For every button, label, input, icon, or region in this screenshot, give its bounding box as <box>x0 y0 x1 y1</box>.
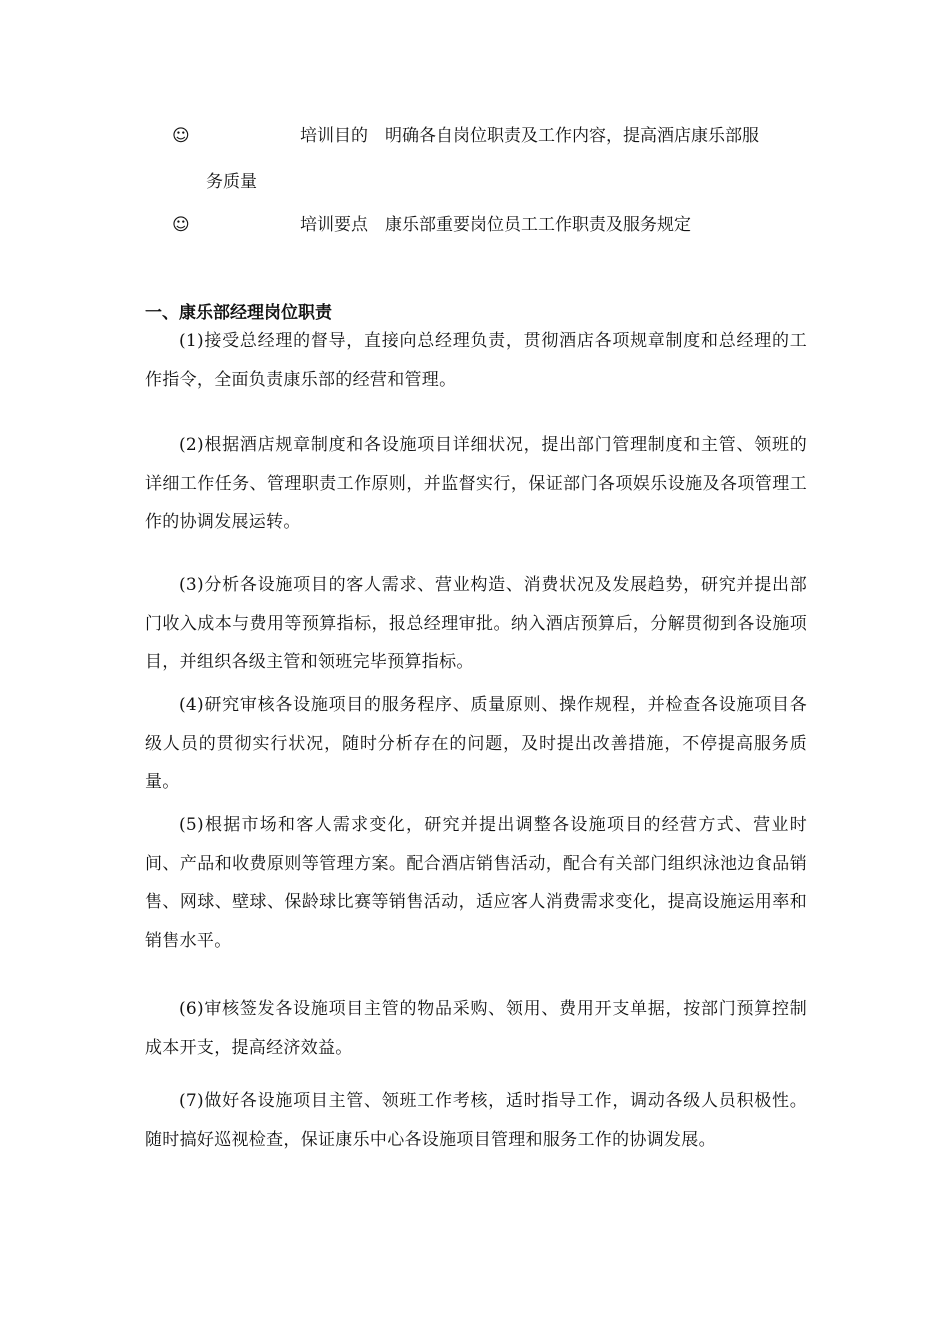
paragraph-duty-7: (7)做好各设施项目主管、领班工作考核，适时指导工作，调动各级人员积极性。随时搞好巡视检查，保证康乐中心各设施项目管理和服务工作的协调发展。 <box>145 1091 807 1150</box>
paragraph-duty-4: (4)研究审核各设施项目的服务程序、质量原则、操作规程，并检查各设施项目各级人员的贯彻实行状况，随时分析存在的问题，及时提出改善措施，不停提高服务质量。 <box>145 695 807 792</box>
bullet-text: 康乐部重要岗位员工工作职责及服务规定 <box>385 215 691 235</box>
smiley-icon: ☺ <box>172 215 190 235</box>
paragraph-duty-5: (5)根据市场和客人需求变化，研究并提出调整各设施项目的经营方式、营业时间、产品和收费原则等管理方案。配合酒店销售活动，配合有关部门组织泳池边食品销售、网球、壁球、保龄球比赛等销售活动，适应客人消费需求变化，提高设施运用率和销售水平。 <box>145 815 807 951</box>
bullet-label: 培训目的 <box>300 126 368 146</box>
bullet-text: 明确各自岗位职责及工作内容，提高酒店康乐部服 <box>385 126 759 146</box>
paragraph-duty-2: (2)根据酒店规章制度和各设施项目详细状况，提出部门管理制度和主管、领班的详细工作任务、管理职责工作原则，并监督实行，保证部门各项娱乐设施及各项管理工作的协调发展运转。 <box>145 435 807 532</box>
smiley-icon: ☺ <box>172 126 190 146</box>
paragraph-duty-1: (1)接受总经理的督导，直接向总经理负责，贯彻酒店各项规章制度和总经理的工作指令，全面负责康乐部的经营和管理。 <box>145 331 807 390</box>
bullet-label: 培训要点 <box>300 215 368 235</box>
paragraph-duty-3: (3)分析各设施项目的客人需求、营业构造、消费状况及发展趋势，研究并提出部门收入成本与费用等预算指标，报总经理审批。纳入酒店预算后，分解贯彻到各设施项目，并组织各级主管和领班完毕预算指标。 <box>145 575 807 672</box>
paragraph-duty-6: (6)审核签发各设施项目主管的物品采购、领用、费用开支单据，按部门预算控制成本开支，提高经济效益。 <box>145 999 807 1058</box>
section-heading: 一、康乐部经理岗位职责 <box>145 303 332 323</box>
bullet-text-continuation: 务质量 <box>206 172 257 192</box>
